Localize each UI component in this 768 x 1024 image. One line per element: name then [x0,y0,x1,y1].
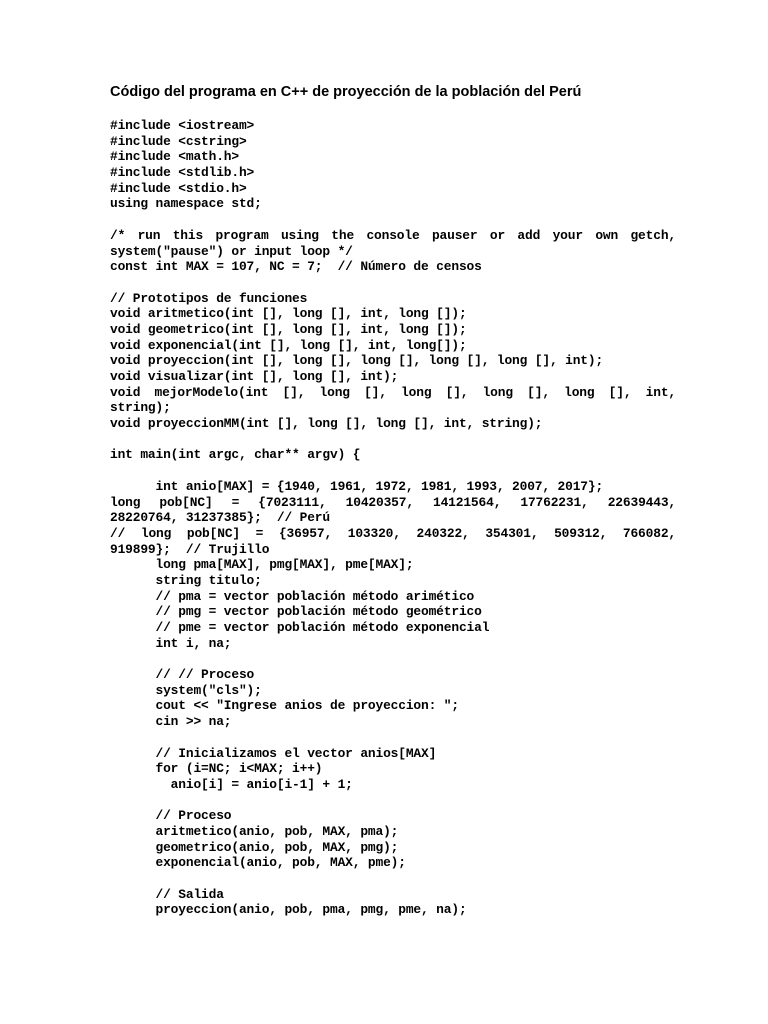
blank-line [110,730,676,746]
code-line: // Prototipos de funciones [110,290,308,306]
code-line: // pmg = vector población método geométrico [110,604,482,620]
code-line: // Salida [110,886,224,902]
code-line: const int MAX = 107, NC = 7; // Número de censos [110,259,482,275]
code-line: cin >> na; [110,714,232,730]
code-line: // // Proceso [110,667,255,683]
code-line: /* run this program using the console pauser or add your own getch, [110,227,676,243]
code-line: // pma = vector población método arimético [110,588,475,604]
blank-line [110,212,676,228]
code-line: #include <cstring> [110,133,247,149]
code-line: int main(int argc, char** argv) { [110,447,361,463]
code-line: cout << "Ingrese anios de proyeccion: "; [110,698,459,714]
code-line: void mejorModelo(int [], long [], long [], long [], long [], int, [110,384,676,400]
blank-line [110,275,676,291]
code-line: anio[i] = anio[i-1] + 1; [110,776,353,792]
code-line: aritmetico(anio, pob, MAX, pma); [110,823,399,839]
code-line: #include <stdlib.h> [110,165,255,181]
code-line: int i, na; [110,635,232,651]
blank-line [110,871,676,887]
blank-line [110,651,676,667]
blank-line [110,432,676,448]
code-line: #include <iostream> [110,118,255,133]
code-line: void aritmetico(int [], long [], int, long []); [110,306,467,322]
code-line: 28220764, 31237385}; // Perú [110,510,330,526]
code-line: #include <stdio.h> [110,180,247,196]
code-line: // Inicializamos el vector anios[MAX] [110,745,437,761]
code-line: using namespace std; [110,196,262,212]
code-line: long pma[MAX], pmg[MAX], pme[MAX]; [110,557,414,573]
code-line: long pob[NC] = {7023111, 10420357, 14121564, 17762231, 22639443, [110,494,676,510]
code-line: proyeccion(anio, pob, pma, pmg, pme, na); [110,902,467,918]
code-line: 919899}; // Trujillo [110,541,270,557]
code-line: string titulo; [110,572,262,588]
code-line: void proyeccion(int [], long [], long [], long [], long [], int); [110,353,604,369]
blank-line [110,463,676,479]
code-line: #include <math.h> [110,149,239,165]
code-line: system("cls"); [110,682,262,698]
code-line: // long pob[NC] = {36957, 103320, 240322, 354301, 509312, 766082, [110,525,676,541]
document-title: Código del programa en C++ de proyección de la población del Perú [110,84,582,100]
code-line: void geometrico(int [], long [], int, long []); [110,321,467,337]
code-listing [110,118,676,918]
code-line: void proyeccionMM(int [], long [], long [], int, string); [110,416,543,432]
code-line: // Proceso [110,808,232,824]
code-line: for (i=NC; i<MAX; i++) [110,761,323,777]
blank-line [110,793,676,809]
code-line: system("pause") or input loop */ [110,243,353,259]
code-line: int anio[MAX] = {1940, 1961, 1972, 1981, 1993, 2007, 2017}; [110,478,604,494]
code-line: void visualizar(int [], long [], int); [110,369,399,384]
code-line: // pme = vector población método exponencial [110,620,490,635]
code-line: string); [110,400,171,416]
code-line: geometrico(anio, pob, MAX, pmg); [110,839,399,855]
code-line: void exponencial(int [], long [], int, long[]); [110,337,467,353]
code-line: exponencial(anio, pob, MAX, pme); [110,855,406,871]
